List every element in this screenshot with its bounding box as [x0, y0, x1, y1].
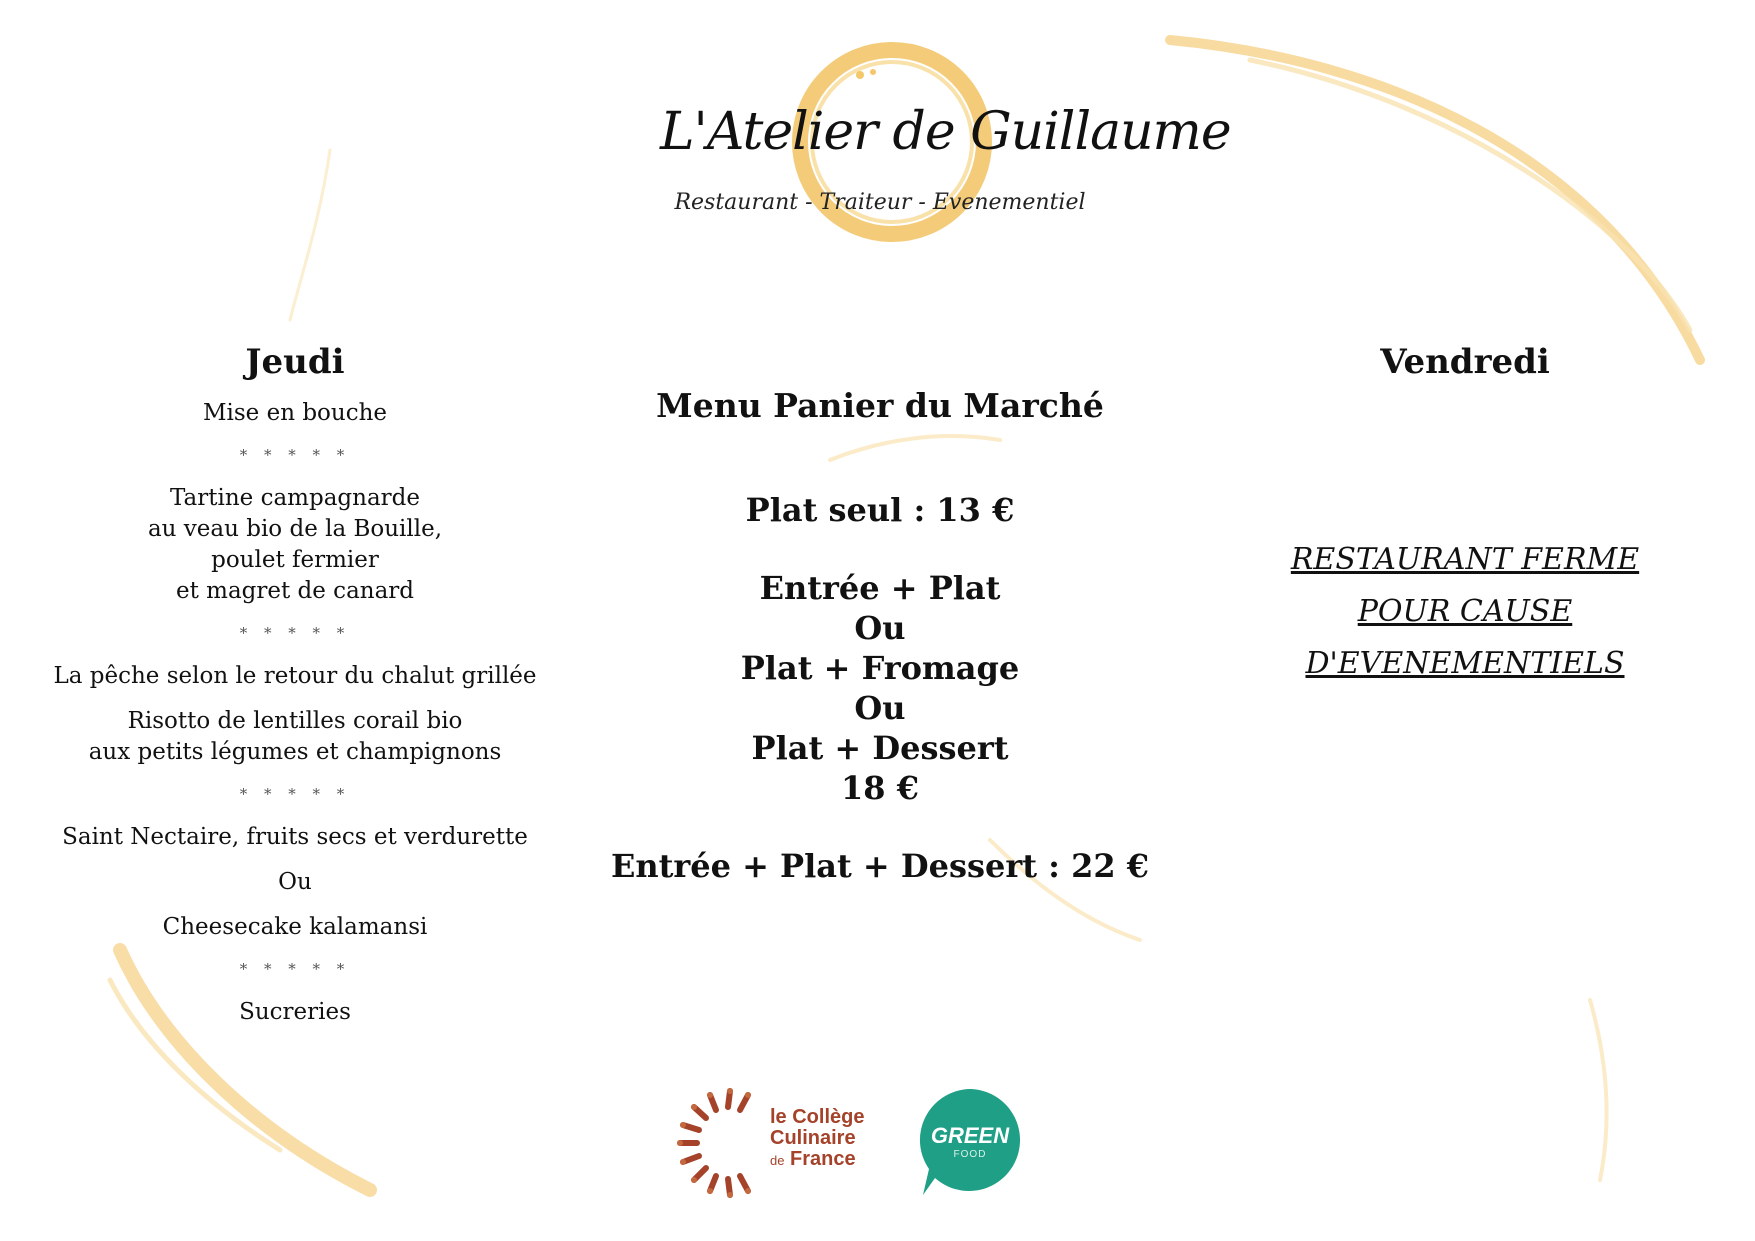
dish-line: Saint Nectaire, fruits secs et verdurette — [62, 824, 528, 850]
jeudi-title: Jeudi — [245, 342, 345, 382]
menu-title: Menu Panier du Marché — [656, 386, 1104, 425]
formula-line: Ou — [854, 609, 906, 647]
separator: * * * * * — [239, 446, 351, 464]
dish-line: aux petits légumes et champignons — [88, 739, 502, 765]
separator: * * * * * — [239, 960, 351, 978]
price-line: Plat seul : 13 € — [745, 491, 1015, 529]
dish-line: Risotto de lentilles corail bio — [127, 708, 463, 734]
restaurant-logo — [660, 30, 1231, 260]
dish-mise-en-bouche: Mise en bouche — [202, 400, 388, 426]
separator: * * * * * — [239, 785, 351, 803]
college-text — [770, 1107, 864, 1171]
formula-line: Entrée + Plat — [759, 569, 1001, 607]
dish-line: Ou — [278, 869, 312, 895]
logo-subtitle: Restaurant - Traiteur - Evenementiel — [674, 190, 1086, 215]
closed-line: D'EVENEMENTIELS — [1305, 646, 1625, 681]
dish-line: poulet fermier — [211, 547, 379, 573]
dish-line: au veau bio de la Bouille, — [147, 516, 443, 542]
formula-line: Ou — [854, 689, 906, 727]
closed-line: POUR CAUSE — [1357, 594, 1573, 629]
vendredi-title: Vendredi — [1380, 342, 1550, 382]
dish-line: Cheesecake kalamansi — [162, 914, 428, 940]
college-line2: Culinaire — [770, 1127, 856, 1149]
closed-notice — [1235, 534, 1695, 690]
dish-line: La pêche selon le retour du chalut grillée — [53, 663, 537, 689]
separator: * * * * * — [239, 624, 351, 642]
college-line3: France — [790, 1148, 856, 1170]
dish-line: Tartine campagnarde — [169, 485, 420, 511]
formula-line: Plat + Dessert — [751, 729, 1009, 767]
dish-line: et magret de canard — [175, 578, 415, 604]
closed-line: RESTAURANT FERME — [1290, 542, 1640, 577]
jeudi-menu — [30, 340, 560, 1028]
vendredi-menu — [1235, 340, 1695, 690]
green-food-title: GREEN — [930, 1123, 1010, 1148]
price-line: Entrée + Plat + Dessert : 22 € — [610, 847, 1150, 885]
college-culinaire-logo — [670, 1085, 870, 1200]
green-food-subtitle: FOOD — [953, 1149, 987, 1160]
menu-panier — [590, 386, 1170, 886]
price-line: 18 € — [841, 769, 919, 807]
college-line3-small: de — [770, 1153, 785, 1168]
dish-line: Sucreries — [239, 999, 351, 1025]
logo-title: L'Atelier de Guillaume — [660, 102, 1231, 162]
sunburst-c-icon — [670, 1085, 765, 1200]
formula-line: Plat + Fromage — [740, 649, 1020, 687]
green-food-logo — [915, 1085, 1025, 1200]
college-line1: le Collège — [770, 1106, 865, 1128]
